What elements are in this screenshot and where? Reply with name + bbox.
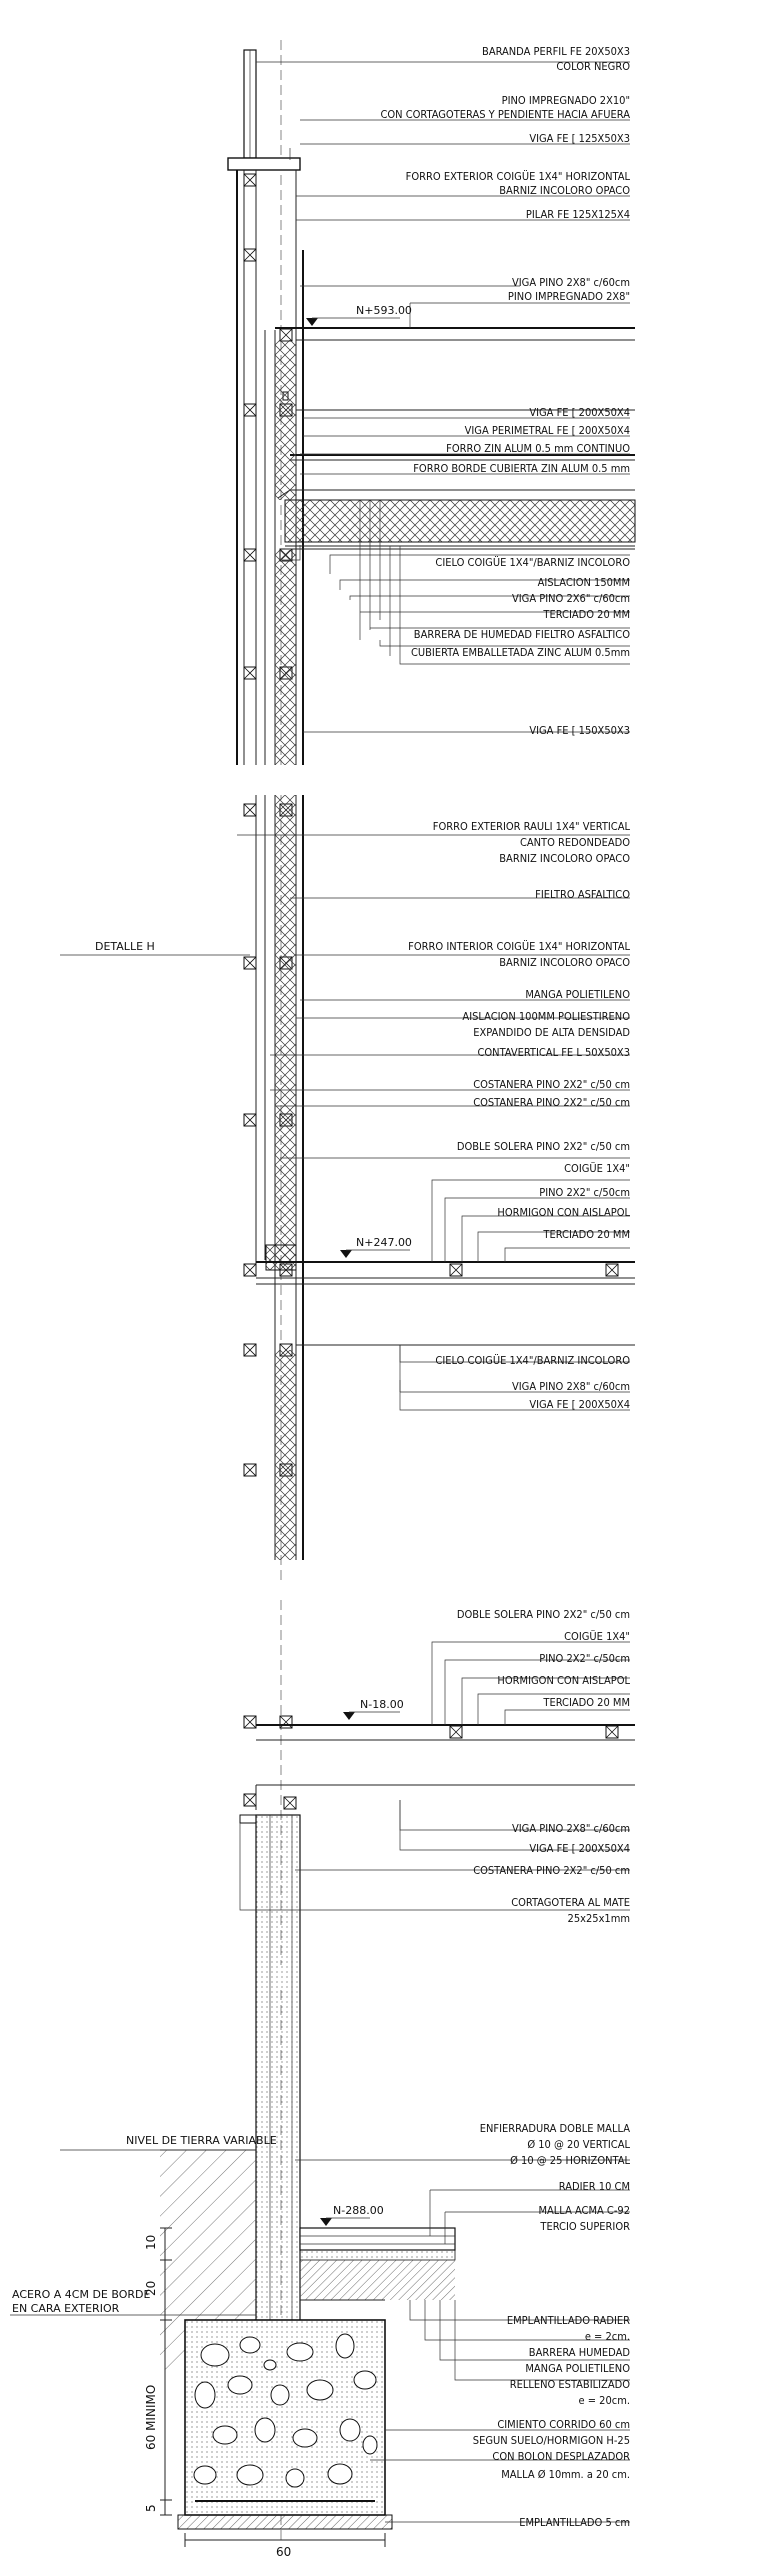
label-emplantillado-radier: EMPLANTILLADO RADIER [506, 2314, 630, 2327]
label-detalle-h: DETALLE H [95, 940, 155, 953]
label-terciado-20: TERCIADO 20 MM [543, 608, 630, 621]
label-viga-fe-125: VIGA FE [ 125X50X3 [529, 132, 630, 145]
label-terciado-20-2: TERCIADO 20 MM [543, 1696, 630, 1709]
level-n247: N+247.00 [356, 1236, 412, 1249]
label-cortagotera-dim: 25x25x1mm [567, 1912, 630, 1925]
strip-footing [178, 2320, 392, 2529]
parapet-cap [228, 158, 300, 170]
label-costanera-2: COSTANERA PINO 2X2" c/50 cm [473, 1096, 630, 1109]
label-cortagotera: CORTAGOTERA AL MATE [511, 1896, 630, 1909]
label-baranda: BARANDA PERFIL FE 20X50X3 [482, 45, 630, 58]
label-forro-exterior-coigue: FORRO EXTERIOR COIGÜE 1X4" HORIZONTAL [405, 170, 630, 183]
label-barniz-1: BARNIZ INCOLORO OPACO [499, 184, 630, 197]
label-viga-fe-200-2: VIGA FE [ 200X50X4 [529, 1398, 630, 1411]
wall-insulation-mid [275, 550, 296, 1260]
dim-60: 60 [276, 2545, 292, 2559]
label-aislacion-150: AISLACION 150MM [537, 576, 630, 589]
level-n593: N+593.00 [356, 304, 412, 317]
label-phi-vertical: Ø 10 @ 20 VERTICAL [527, 2138, 630, 2151]
label-forro-exterior-rauli: FORRO EXTERIOR RAULI 1X4" VERTICAL [432, 820, 630, 833]
label-malla-acma: MALLA ACMA C-92 [538, 2204, 630, 2217]
annotation-labels [380, 45, 630, 2529]
label-aislacion-100: AISLACION 100MM POLIESTIRENO [462, 1010, 630, 1023]
label-contavertical: CONTAVERTICAL FE L 50X50X3 [477, 1046, 630, 1059]
label-color-negro: COLOR NEGRO [556, 60, 630, 73]
label-e-20cm: e = 20cm. [578, 2394, 630, 2407]
label-cielo-coigue-2: CIELO COIGÜE 1X4"/BARNIZ INCOLORO [435, 1354, 630, 1367]
label-tercio-superior: TERCIO SUPERIOR [540, 2220, 630, 2233]
label-acero-1: ACERO A 4CM DE BORDE [12, 2288, 151, 2301]
wall-insulation-lower [275, 1350, 296, 1560]
label-pino-2x2-1: PINO 2X2" c/50cm [539, 1186, 630, 1199]
label-viga-pino-2x8-2: VIGA PINO 2X8" c/60cm [512, 1380, 630, 1393]
left-labels [12, 940, 277, 2315]
label-viga-pino-2x6: VIGA PINO 2X6" c/60cm [512, 592, 630, 605]
label-viga-perimetral: VIGA PERIMETRAL FE [ 200X50X4 [464, 424, 630, 437]
label-viga-fe-200-3: VIGA FE [ 200X50X4 [529, 1842, 630, 1855]
level-markers [306, 318, 410, 2226]
label-terciado-20-1: TERCIADO 20 MM [543, 1228, 630, 1241]
label-pino-impregnado: PINO IMPREGNADO 2X10" [501, 94, 630, 107]
label-e-2cm: e = 2cm. [584, 2330, 630, 2343]
label-emplantillado-5: EMPLANTILLADO 5 cm [519, 2516, 630, 2529]
label-segun-suelo: SEGUN SUELO/HORMIGON H-25 [472, 2434, 630, 2447]
railing-post [244, 50, 256, 158]
label-acero-2: EN CARA EXTERIOR [12, 2302, 120, 2315]
label-hormigon-aislapol-1: HORMIGON CON AISLAPOL [497, 1206, 630, 1219]
label-viga-fe-150: VIGA FE [ 150X50X3 [529, 724, 630, 737]
ground-slab [300, 2228, 455, 2300]
level-n288: N-288.00 [333, 2204, 384, 2217]
label-expandido: EXPANDIDO DE ALTA DENSIDAD [473, 1026, 630, 1039]
label-cielo-coigue: CIELO COIGÜE 1X4"/BARNIZ INCOLORO [435, 556, 630, 569]
label-forro-borde-cubierta: FORRO BORDE CUBIERTA ZIN ALUM 0.5 mm [413, 462, 630, 475]
dim-5: 5 [144, 2504, 158, 2512]
label-canto-redondeado: CANTO REDONDEADO [519, 836, 630, 849]
label-phi-horizontal: Ø 10 @ 25 HORIZONTAL [510, 2154, 630, 2167]
label-fieltro-asfaltico: FIELTRO ASFALTICO [535, 888, 630, 901]
label-viga-pino-2x8: VIGA PINO 2X8" c/60cm [512, 276, 630, 289]
label-barniz-3: BARNIZ INCOLORO OPACO [499, 956, 630, 969]
label-nivel-tierra: NIVEL DE TIERRA VARIABLE [126, 2134, 277, 2147]
label-manga-polietileno-2: MANGA POLIETILENO [525, 2362, 630, 2375]
floor-level-247 [256, 1245, 635, 1345]
label-pino-impregnado-2x8: PINO IMPREGNADO 2X8" [507, 290, 630, 303]
label-costanera-3: COSTANERA PINO 2X2" c/50 cm [473, 1864, 630, 1877]
label-cortagoteras: CON CORTAGOTERAS Y PENDIENTE HACIA AFUERA [380, 108, 630, 121]
label-cubierta-emballetada: CUBIERTA EMBALLETADA ZINC ALUM 0.5mm [410, 646, 630, 659]
label-radier: RADIER 10 CM [558, 2180, 630, 2193]
label-costanera-1: COSTANERA PINO 2X2" c/50 cm [473, 1078, 630, 1091]
label-manga-polietileno: MANGA POLIETILENO [525, 988, 630, 1001]
label-malla-phi-10: MALLA Ø 10mm. a 20 cm. [501, 2468, 630, 2481]
level-n18: N-18.00 [360, 1698, 404, 1711]
label-barrera-humedad-2: BARRERA HUMEDAD [528, 2346, 630, 2359]
label-barrera-humedad: BARRERA DE HUMEDAD FIELTRO ASFALTICO [413, 628, 630, 641]
label-cimiento-corrido: CIMIENTO CORRIDO 60 cm [497, 2418, 630, 2431]
dim-60-minimo: 60 MINIMO [144, 2384, 158, 2450]
floor-level-18 [256, 1725, 635, 1810]
label-enfierradura: ENFIERRADURA DOBLE MALLA [479, 2122, 630, 2135]
label-doble-solera-1: DOBLE SOLERA PINO 2X2" c/50 cm [456, 1140, 630, 1153]
wall-insulation-upper [275, 340, 296, 500]
label-barniz-2: BARNIZ INCOLORO OPACO [499, 852, 630, 865]
label-pino-2x2-2: PINO 2X2" c/50cm [539, 1652, 630, 1665]
label-coigue-1x4-2: COIGÜE 1X4" [564, 1630, 630, 1643]
label-viga-fe-200: VIGA FE [ 200X50X4 [529, 406, 630, 419]
label-relleno-estabilizado: RELLENO ESTABILIZADO [509, 2378, 630, 2391]
dim-20: 20 [144, 2280, 158, 2296]
label-bolon-desplazador: CON BOLON DESPLAZADOR [492, 2450, 630, 2463]
label-hormigon-aislapol-2: HORMIGON CON AISLAPOL [497, 1674, 630, 1687]
dim-10: 10 [144, 2234, 158, 2250]
label-forro-zin-alum: FORRO ZIN ALUM 0.5 mm CONTINUO [446, 442, 630, 455]
label-doble-solera-2: DOBLE SOLERA PINO 2X2" c/50 cm [456, 1608, 630, 1621]
label-pilar-fe: PILAR FE 125X125X4 [525, 208, 630, 221]
label-viga-pino-2x8-3: VIGA PINO 2X8" c/60cm [512, 1822, 630, 1835]
label-coigue-1x4-1: COIGÜE 1X4" [564, 1162, 630, 1175]
label-forro-interior-coigue: FORRO INTERIOR COIGÜE 1X4" HORIZONTAL [408, 940, 630, 953]
